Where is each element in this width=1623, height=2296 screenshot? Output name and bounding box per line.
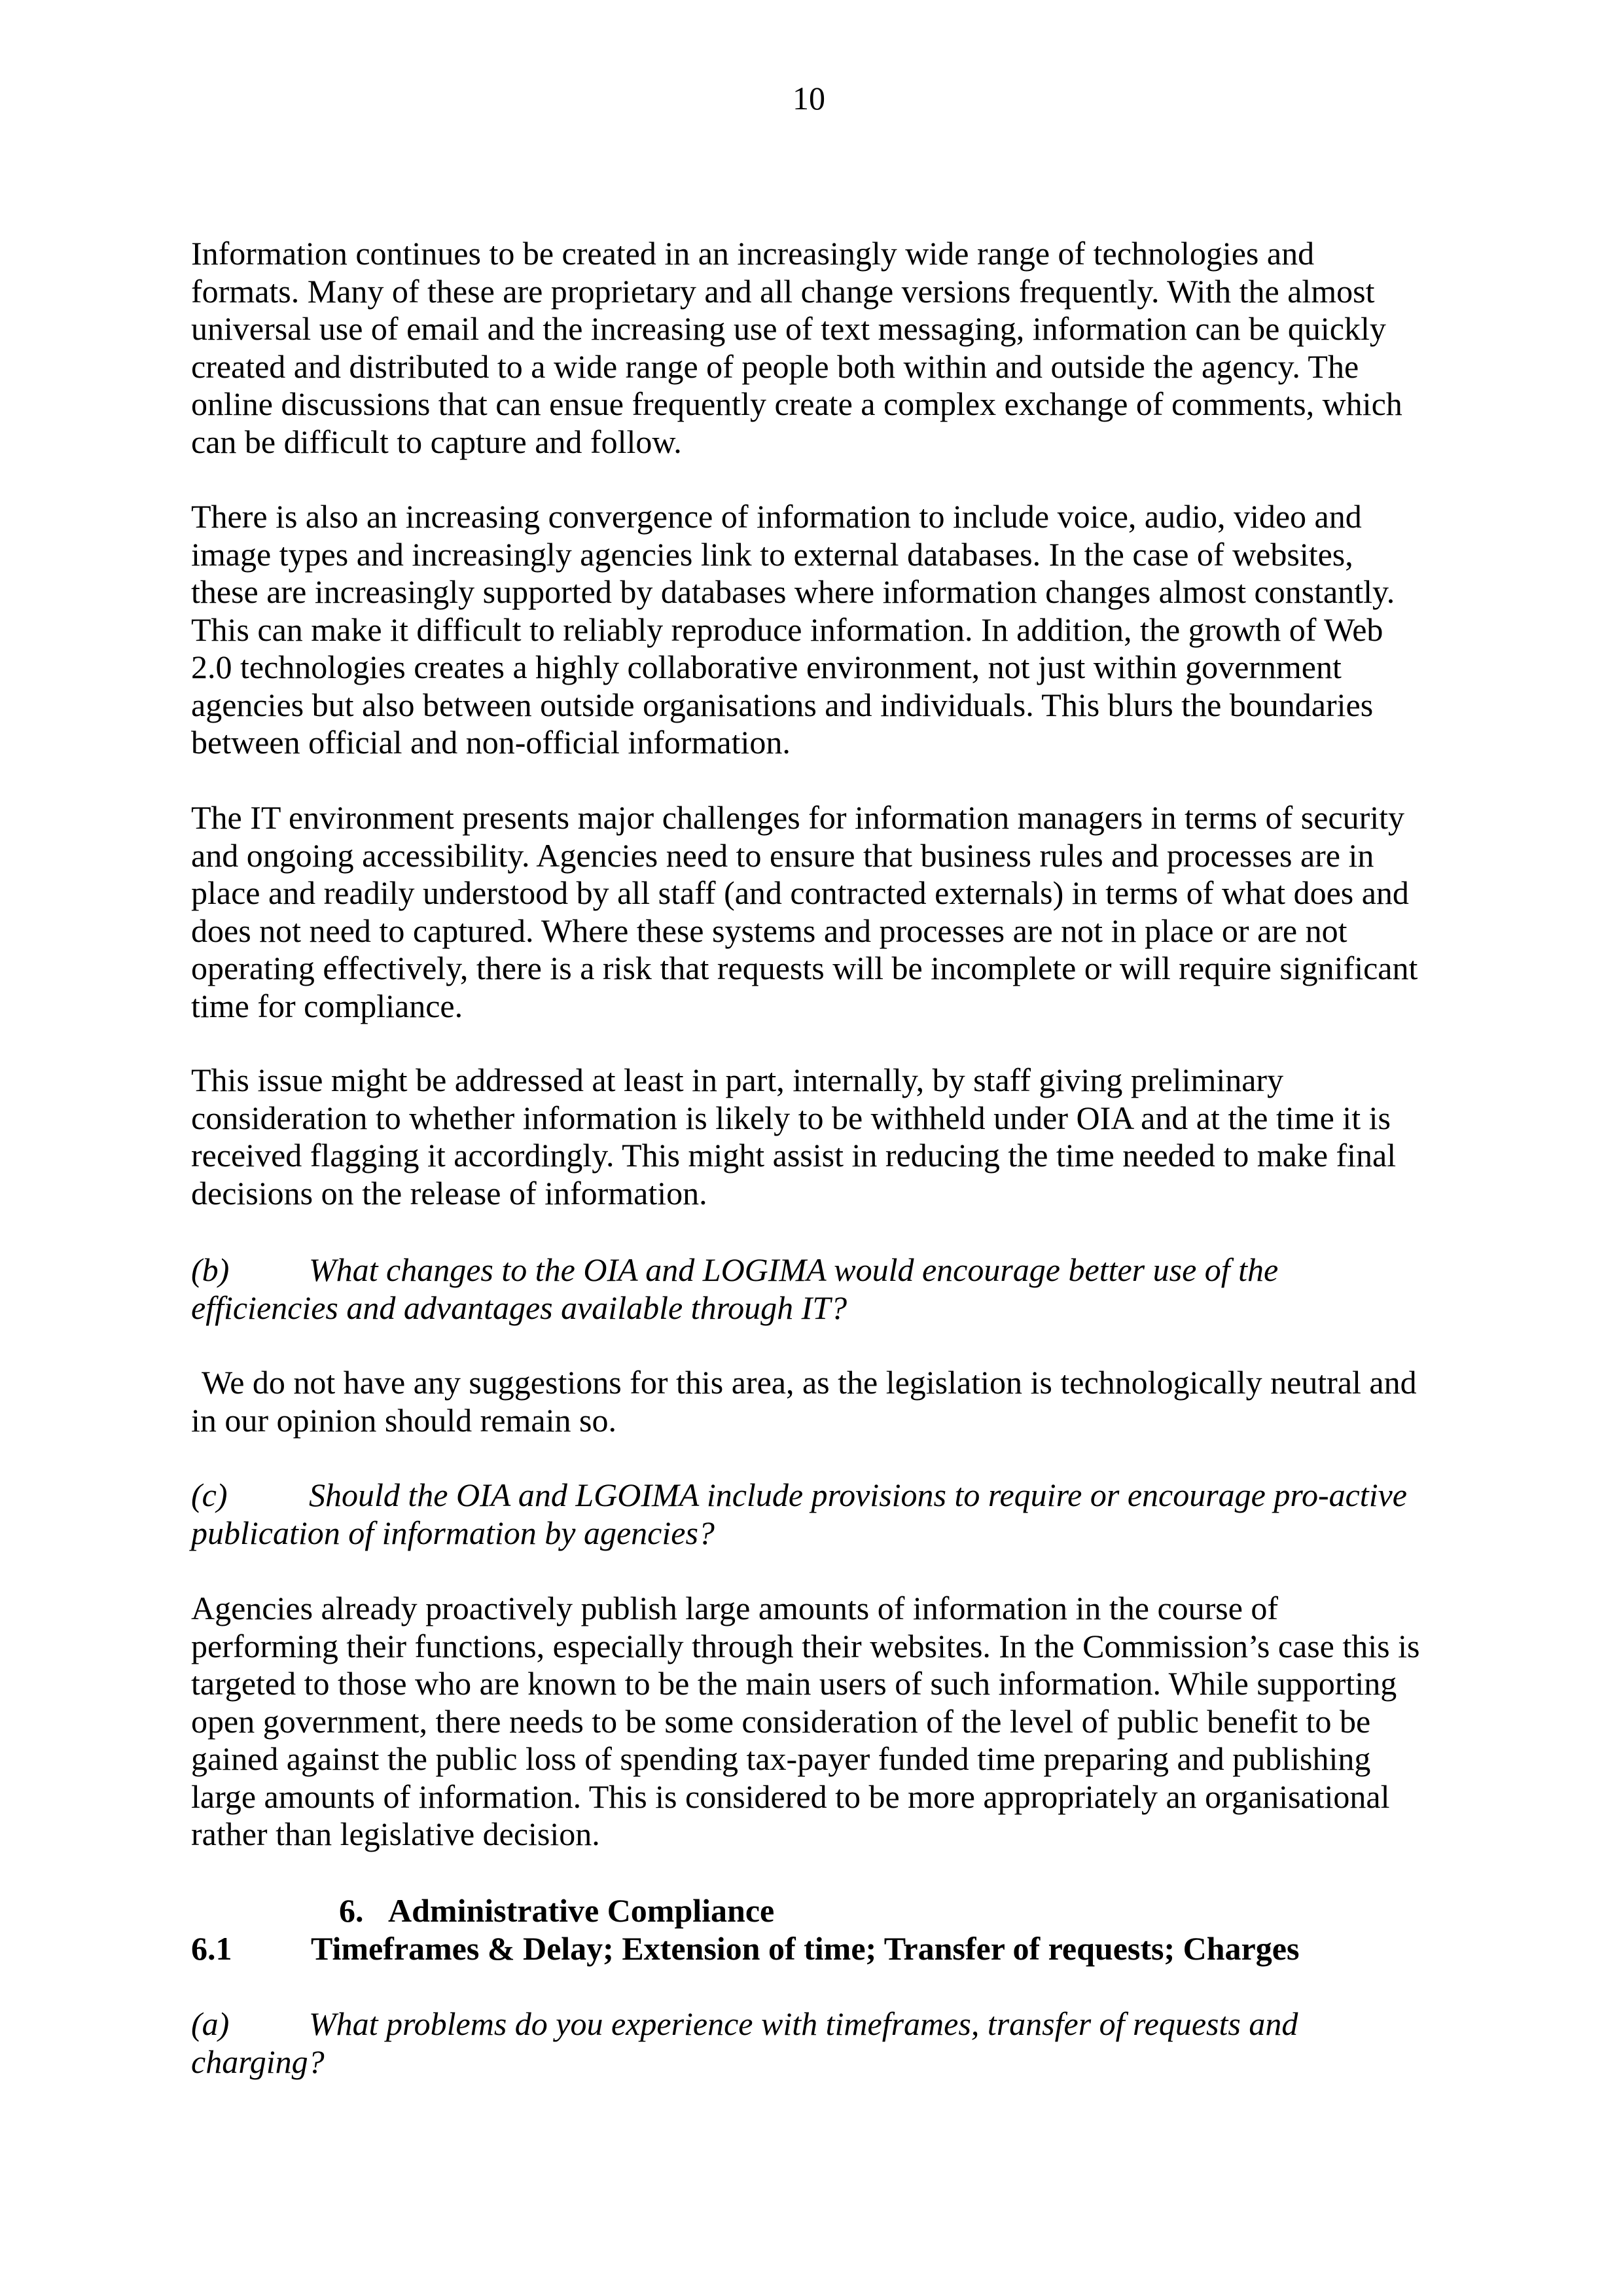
text-line: 2.0 technologies creates a highly collaborative environment, not just within government	[191, 649, 1342, 685]
text-line: these are increasingly supported by databases where information changes almost constantly.	[191, 573, 1395, 610]
text-line: There is also an increasing convergence of information to include voice, audio, video and	[191, 498, 1362, 535]
text-line: does not need to captured. Where these systems and processes are not in place or are not	[191, 912, 1347, 949]
answer-b	[191, 1364, 1474, 1439]
question-line	[191, 2005, 1474, 2043]
text-line: The IT environment presents major challenges for information managers in terms of security	[191, 799, 1405, 836]
question-line: charging?	[191, 2043, 325, 2080]
question-label: (c)	[191, 1477, 228, 1513]
text-line: can be difficult to capture and follow.	[191, 423, 682, 460]
subsection-title: Timeframes & Delay; Extension of time; Transfer of requests; Charges	[311, 1930, 1300, 1967]
text-line: targeted to those who are known to be the main users of such information. While supporting	[191, 1665, 1397, 1702]
text-line: rather than legislative decision.	[191, 1816, 600, 1852]
text-line: online discussions that can ensue frequently create a complex exchange of comments, which	[191, 386, 1402, 422]
text-line: between official and non-official information.	[191, 724, 791, 761]
question-line: efficiencies and advantages available through IT?	[191, 1289, 847, 1326]
question-line: publication of information by agencies?	[191, 1514, 715, 1551]
heading-line	[339, 1892, 1622, 1930]
text-line: image types and increasingly agencies link to external databases. In the case of websites,	[191, 535, 1353, 573]
text-line: in our opinion should remain so.	[191, 1401, 616, 1439]
question-b	[191, 1251, 1474, 1327]
paragraph-information-formats	[191, 235, 1474, 461]
text-line: performing their functions, especially through their websites. In the Commission’s case this is	[191, 1627, 1420, 1664]
text-line: gained against the public loss of spending tax-payer funded time preparing and publishing	[191, 1740, 1371, 1777]
answer-c	[191, 1590, 1474, 1854]
text-line: agencies but also between outside organisations and individuals. This blurs the boundaries	[191, 686, 1374, 723]
text-line: and ongoing accessibility. Agencies need to ensure that business rules and processes are in	[191, 836, 1374, 874]
heading-line	[191, 1930, 1474, 1968]
question-line	[191, 1477, 1474, 1515]
text-line: consideration to whether information is likely to be withheld under OIA and at the time it is	[191, 1099, 1391, 1136]
text-line: We do not have any suggestions for this area, as the legislation is technologically neutral and	[202, 1364, 1417, 1401]
question-line	[191, 1251, 1474, 1289]
paragraph-it-environment	[191, 799, 1474, 1025]
text-line: created and distributed to a wide range of people both within and outside the agency. The	[191, 348, 1359, 385]
subsection-heading	[191, 1930, 1474, 1968]
text-line: This issue might be addressed at least in part, internally, by staff giving preliminary	[191, 1062, 1284, 1098]
text-line: large amounts of information. This is considered to be more appropriately an organisational	[191, 1778, 1390, 1815]
text-line: received flagging it accordingly. This might assist in reducing the time needed to make final	[191, 1137, 1397, 1174]
question-text: Should the OIA and LGOIMA include provisions to require or encourage pro-active	[309, 1477, 1407, 1513]
question-c	[191, 1477, 1474, 1552]
text-line: place and readily understood by all staff (and contracted externals) in terms of what does and	[191, 874, 1409, 911]
text-line: time for compliance.	[191, 987, 463, 1024]
text-line: This can make it difficult to reliably reproduce information. In addition, the growth of Web	[191, 611, 1383, 648]
section-title: Administrative Compliance	[388, 1892, 775, 1929]
text-line: Agencies already proactively publish large amounts of information in the course of	[191, 1590, 1279, 1626]
subsection-number: 6.1	[191, 1930, 232, 1967]
question-text: What changes to the OIA and LOGIMA would encourage better use of the	[309, 1251, 1279, 1288]
text-line: operating effectively, there is a risk that requests will be incomplete or will require significant	[191, 950, 1418, 986]
question-label: (a)	[191, 2005, 230, 2042]
text-line: Information continues to be created in an increasingly wide range of technologies and	[191, 235, 1315, 272]
page-number: 10	[793, 80, 825, 117]
text-line: open government, there needs to be some consideration of the level of public benefit to be	[191, 1702, 1371, 1740]
section-number: 6.	[339, 1892, 364, 1929]
question-label: (b)	[191, 1251, 230, 1288]
text-line: formats. Many of these are proprietary and all change versions frequently. With the almost	[191, 272, 1375, 310]
section-heading	[339, 1892, 1622, 1930]
paragraph-issue-addressed	[191, 1062, 1474, 1212]
question-a	[191, 2005, 1474, 2081]
question-text: What problems do you experience with timeframes, transfer of requests and	[309, 2005, 1298, 2042]
paragraph-convergence	[191, 498, 1474, 762]
text-line: universal use of email and the increasing use of text messaging, information can be quickly	[191, 310, 1386, 347]
text-line: decisions on the release of information.	[191, 1174, 707, 1211]
